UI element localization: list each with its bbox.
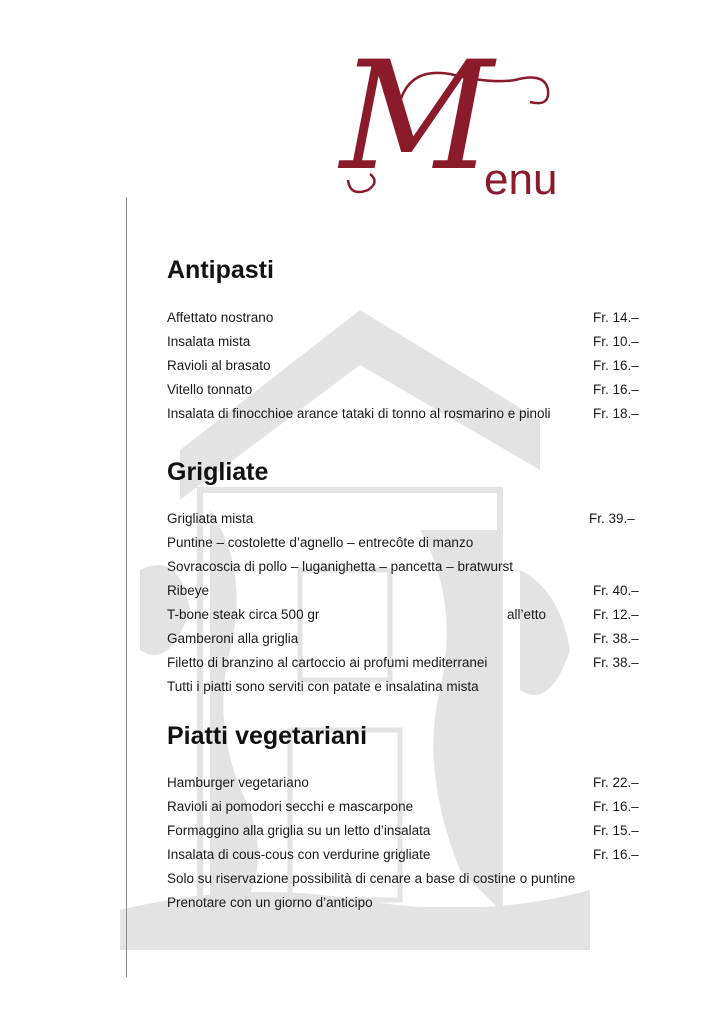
item-price: Fr. 38.–: [593, 631, 639, 646]
menu-item: [167, 557, 645, 577]
item-price: Fr. 10.–: [593, 334, 639, 349]
menu-note: [167, 893, 645, 913]
menu-item: [167, 605, 645, 625]
menu-logo: [340, 30, 590, 212]
menu-item: [167, 380, 645, 400]
item-unit: all’etto: [507, 607, 547, 622]
menu-item: [167, 356, 645, 376]
item-name: Ribeye: [167, 583, 210, 598]
item-name: Hamburger vegetariano: [167, 775, 309, 790]
left-margin-rule: [126, 197, 127, 977]
item-price: Fr. 12.–: [593, 607, 639, 622]
menu-item: [167, 308, 645, 328]
item-name: Vitello tonnato: [167, 382, 253, 397]
item-name: Solo su riservazione possibilità di cenare a base di costine o puntine: [167, 871, 576, 886]
item-name: Gamberoni alla griglia: [167, 631, 299, 646]
menu-note: [167, 869, 645, 889]
menu-item: [167, 581, 645, 601]
menu-item: [167, 509, 645, 529]
item-price: Fr. 18.–: [593, 406, 639, 421]
menu-item: [167, 332, 645, 352]
item-name: Ravioli ai pomodori secchi e mascarpone: [167, 799, 414, 814]
logo-rest-text: enu: [484, 155, 558, 204]
menu-item: [167, 533, 645, 553]
item-price: Fr. 22.–: [593, 775, 639, 790]
item-name: Formaggino alla griglia su un letto d’insalata: [167, 823, 431, 838]
logo-initial: M: [340, 30, 488, 204]
section-title-antipasti: Antipasti: [167, 256, 274, 284]
item-name: Insalata di cous-cous con verdurine grigliate: [167, 847, 431, 862]
item-name: Filetto di branzino al cartoccio ai profumi mediterranei: [167, 655, 488, 670]
item-price: Fr. 39.–: [589, 511, 635, 526]
menu-item: [167, 629, 645, 649]
menu-item: [167, 845, 645, 865]
item-name: Tutti i piatti sono serviti con patate e insalatina mista: [167, 679, 479, 694]
item-price: Fr. 16.–: [593, 358, 639, 373]
item-price: Fr. 15.–: [593, 823, 639, 838]
item-name: Affettato nostrano: [167, 310, 274, 325]
item-name: Insalata mista: [167, 334, 251, 349]
item-name: Insalata di finocchioe arance tataki di tonno al rosmarino e pinoli: [167, 406, 551, 421]
item-price: Fr. 16.–: [593, 847, 639, 862]
item-name: Ravioli al brasato: [167, 358, 271, 373]
item-name: Prenotare con un giorno d’anticipo: [167, 895, 373, 910]
item-name: Grigliata mista: [167, 511, 254, 526]
menu-item: [167, 773, 645, 793]
item-name: T-bone steak circa 500 gr: [167, 607, 320, 622]
item-name: Puntine – costolette d’agnello – entrecôte di manzo: [167, 535, 474, 550]
item-price: Fr. 16.–: [593, 799, 639, 814]
item-name: Sovracoscia di pollo – luganighetta – pancetta – bratwurst: [167, 559, 513, 574]
item-price: Fr. 38.–: [593, 655, 639, 670]
menu-note: [167, 677, 645, 697]
section-title-piatti-vegetariani: Piatti vegetariani: [167, 722, 368, 750]
item-price: Fr. 16.–: [593, 382, 639, 397]
menu-item: [167, 821, 645, 841]
menu-item: [167, 404, 645, 424]
item-price: Fr. 40.–: [593, 583, 639, 598]
item-price: Fr. 14.–: [593, 310, 639, 325]
menu-item: [167, 797, 645, 817]
section-title-grigliate: Grigliate: [167, 458, 269, 486]
menu-item: [167, 653, 645, 673]
